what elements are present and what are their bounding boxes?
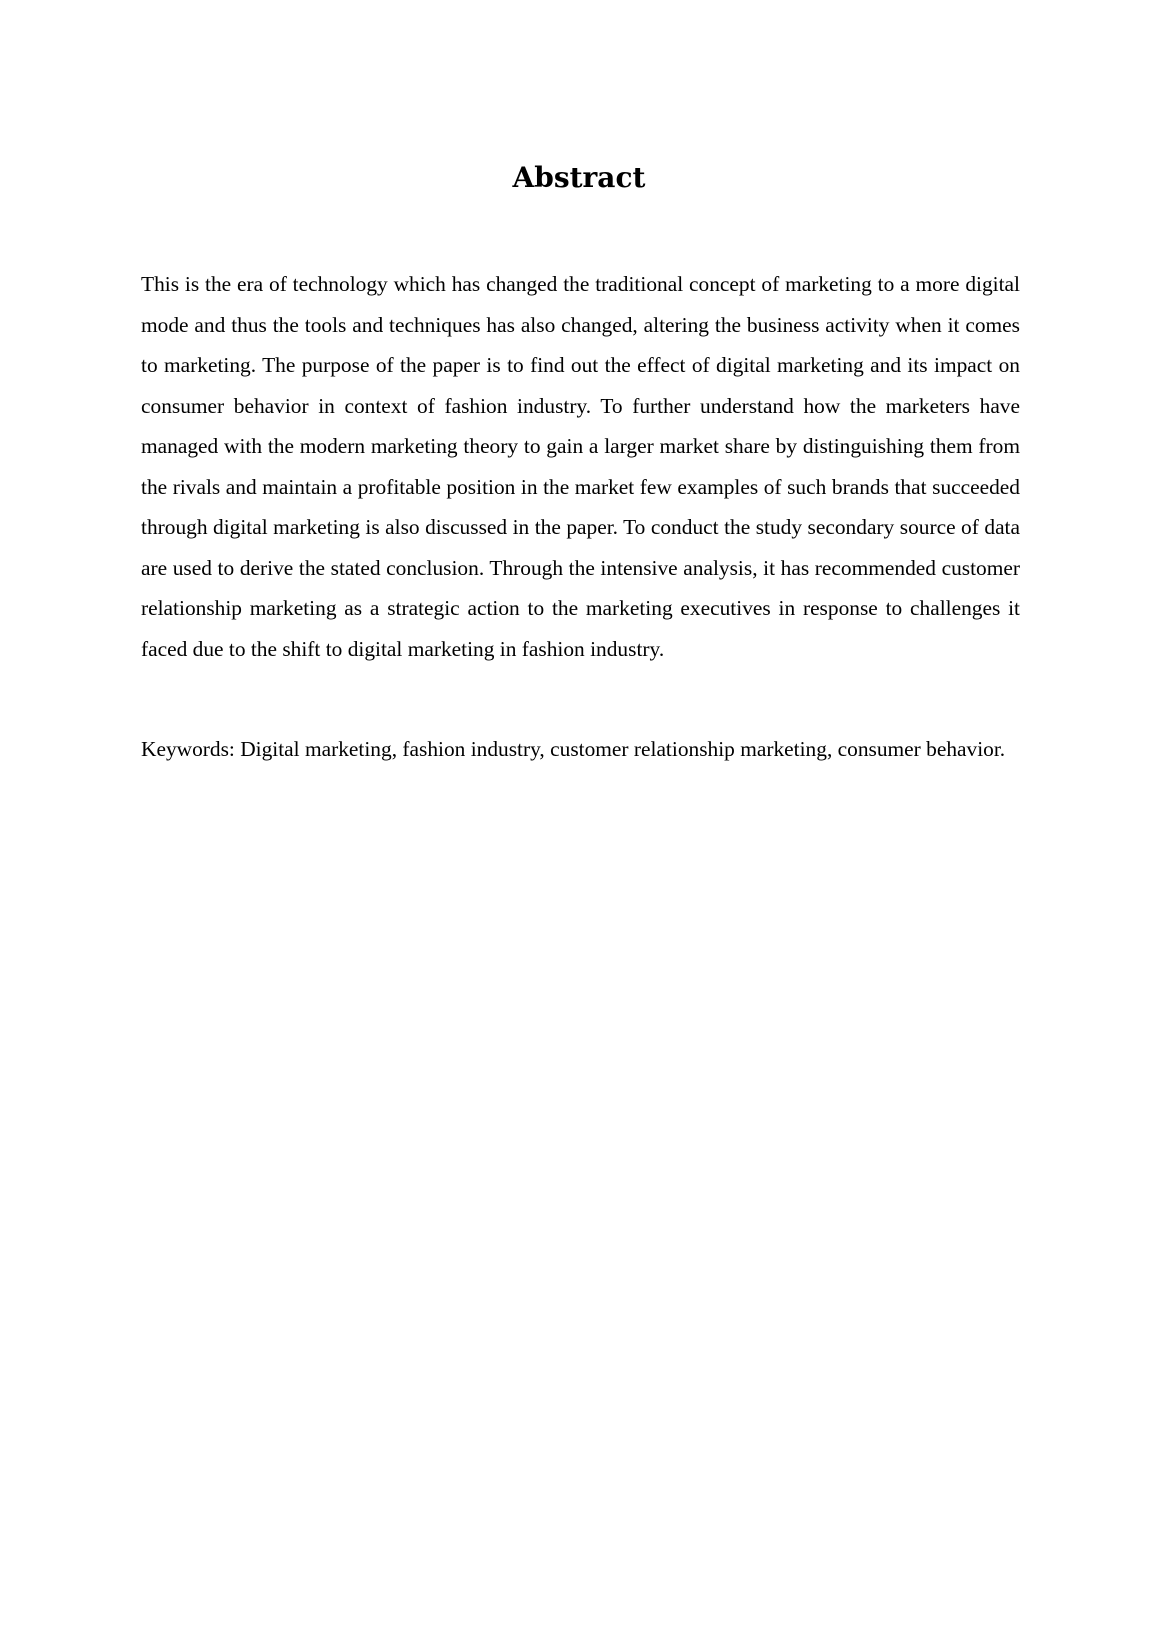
abstract-paragraph: This is the era of technology which has changed the traditional concept of marketing to a more digital mode and thus the tools and techniques has also changed, altering the business activity when it comes to marketing. The purpose of the paper is to find out the effect of digital marketing and its impact on consumer behavior in context of fashion industry. To further understand how the marketers have managed with the modern marketing theory to gain a larger market share by distinguishing them from the rivals and maintain a profitable position in the market few examples of such brands that succeeded through digital marketing is also discussed in the paper. To conduct the study secondary source of data are used to derive the stated conclusion. Through the intensive analysis, it has recommended customer relationship marketing as a strategic action to the marketing executives in response to challenges it faced due to the shift to digital marketing in fashion industry.: [141, 272, 1020, 661]
keywords-paragraph: Keywords: Digital marketing, fashion industry, customer relationship marketing, consumer behavior.: [141, 737, 1006, 761]
page-title: Abstract: [512, 161, 646, 194]
